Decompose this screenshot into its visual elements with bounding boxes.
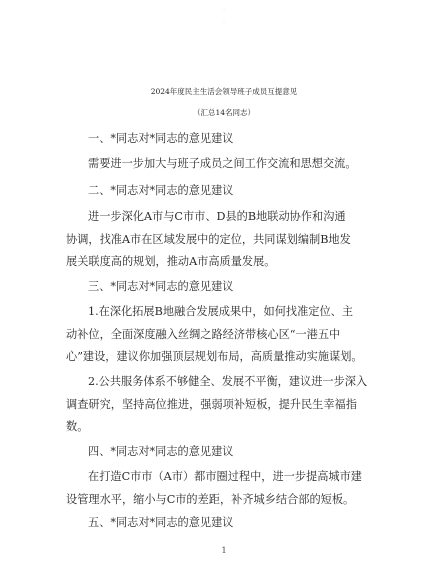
section-3-line-6: 数。 bbox=[66, 420, 89, 433]
document-subtitle: （汇总14名同志） bbox=[192, 108, 256, 117]
section-3-line-5: 调查研究，坚持高位推进，强弱项补短板，提升民生幸福指 bbox=[66, 398, 357, 411]
section-4-line-1: 在打造C市市（A市）都市圈过程中，进一步提高城市建 bbox=[88, 470, 362, 483]
section-3-line-4: 2.公共服务体系不够健全、发展不平衡，建议进一步深入 bbox=[88, 375, 368, 388]
section-heading-4: 四、*同志对*同志的意见建议 bbox=[88, 445, 234, 458]
document-title: 2024年度民主生活会领导班子成员互提意见 bbox=[150, 87, 298, 96]
section-3-line-2: 动补位，全面深度融入丝绸之路经济带核心区“一港五中 bbox=[66, 328, 341, 341]
section-4-line-2: 设管理水平，缩小与C市的差距，补齐城乡结合部的短板。 bbox=[66, 493, 355, 506]
section-heading-1: 一、*同志对*同志的意见建议 bbox=[88, 132, 234, 145]
promo-banner-line-2 bbox=[0, 18, 448, 27]
section-heading-5: 五、*同志对*同志的意见建议 bbox=[88, 516, 234, 529]
section-1-line-1: 需要进一步加大与班子成员之间工作交流和思想交流。 bbox=[88, 157, 357, 170]
section-3-line-1: 1.在深化拓展B地融合发展成果中，如何找准定位、主 bbox=[88, 305, 354, 318]
page-number: 1 bbox=[221, 546, 227, 555]
promo-banner-line-1 bbox=[0, 6, 448, 15]
section-heading-3: 三、*同志对*同志的意见建议 bbox=[88, 280, 234, 293]
section-heading-2: 二、*同志对*同志的意见建议 bbox=[88, 184, 234, 197]
section-2-line-1: 进一步深化A市与C市市、D县的B地联动协作和沟通 bbox=[88, 210, 346, 223]
section-2-line-3: 展关联度高的规划，推动A市高质量发展。 bbox=[66, 255, 276, 268]
section-3-line-3: 心”建设，建议你加强顶层规划布局，高质量推动实施谋划。 bbox=[66, 350, 363, 363]
section-2-line-2: 协调，找准A市在区域发展中的定位，共同谋划编制B地发 bbox=[66, 233, 351, 246]
